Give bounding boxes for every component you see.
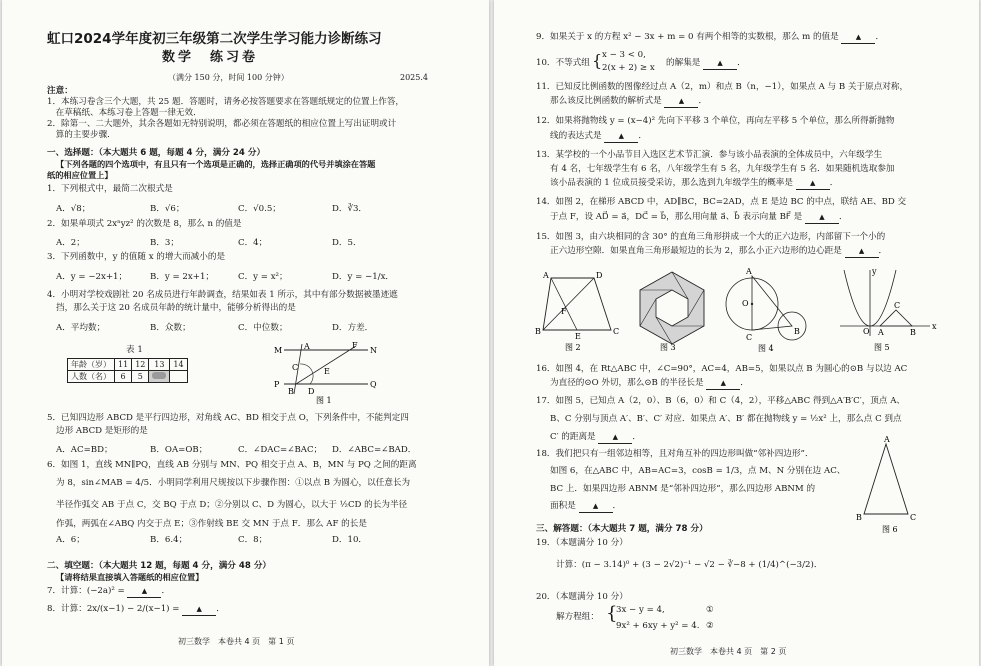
notice-line: 在草稿纸、本练习卷上答题一律无效． xyxy=(47,108,202,118)
question-15-cont: 正六边形空隙．如果直角三角形最短边的长为 2，那么小正六边形的边心距是 ▲ ． xyxy=(550,246,888,256)
q2-option-a[interactable]: A．2； xyxy=(56,238,85,248)
question-5-cont: 边形 ABCD 是矩形的是 xyxy=(56,426,148,436)
answer-blank[interactable]: ▲ xyxy=(805,212,839,224)
label-a: A xyxy=(304,342,310,351)
question-18: 18．我们把只有一组邻边相等，且对角互补的四边形叫做“邻补四边形”． xyxy=(536,449,814,459)
q1-option-b[interactable]: B．√6； xyxy=(150,204,185,214)
page-footer: 初三数学 本卷共 4 页 第 2 页 xyxy=(670,647,787,656)
label-q: Q xyxy=(370,380,377,389)
label-e: E xyxy=(324,367,330,376)
label-n: N xyxy=(370,346,377,355)
question-13-cont: 该小品表演的 1 位成员接受采访，那么选到九年级学生的概率是 ▲ ． xyxy=(550,178,839,188)
answer-blank[interactable]: ▲ xyxy=(598,432,632,444)
ink-blot xyxy=(152,372,166,379)
section-1-note: 【下列各题的四个选项中，有且只有一个选项是正确的，选择正确项的代号并填涂在答题 xyxy=(56,159,376,169)
figure-3-caption: 图 3 xyxy=(660,343,676,352)
question-11: 11．已知反比例函数的图像经过点 A（2，m）和点 B（n，−1），如果点 A 与 B 关于原点对称， xyxy=(536,82,909,92)
question-9-text: 9．如果关于 x 的方程 x² − 3x + m = 0 有两个相等的实数根，那么 m 的值是 xyxy=(536,32,839,42)
exam-meta: （满分 150 分，时间 100 分钟） xyxy=(168,73,289,82)
notice-line: 1．本练习卷含三个大题，共 25 题．答题时，请务必按答题要求在答题纸规定的位置上作答， xyxy=(47,97,405,107)
q3-option-b[interactable]: B．y = 2x+1； xyxy=(150,272,215,282)
question-13-text: 该小品表演的 1 位成员接受采访，那么选到九年级学生的概率是 xyxy=(550,178,793,188)
q6-option-d[interactable]: D．10． xyxy=(332,535,368,545)
q5-option-b[interactable]: B．OA=OB； xyxy=(150,445,208,455)
section-1-title: 一、选择题：（本大题共 6 题，每题 4 分，满分 24 分） xyxy=(47,148,266,158)
svg-text:E: E xyxy=(575,332,581,341)
q6-option-b[interactable]: B．6.4； xyxy=(150,535,188,545)
svg-text:B: B xyxy=(794,327,800,336)
exam-title: 虹口2024学年度初三年级第二次学生学习能力诊断练习 xyxy=(47,31,382,47)
table-cell xyxy=(170,371,187,383)
q3-option-a[interactable]: A．y = −2x+1； xyxy=(56,272,128,282)
page-footer: 初三数学 本卷共 4 页 第 1 页 xyxy=(178,637,295,646)
section-1-note: 纸的相应位置上】 xyxy=(47,170,113,180)
question-6: 6．如图 1，直线 MN∥PQ，直线 AB 分别与 MN、PQ 相交于点 A、B，MN 与 PQ 之间的距离 xyxy=(47,460,417,470)
figure-2 xyxy=(535,270,620,352)
q5-option-c[interactable]: C．∠DAC=∠BAC； xyxy=(238,445,323,455)
svg-text:A: A xyxy=(543,271,549,280)
question-10-prefix: 10．不等式组 xyxy=(536,58,590,68)
figure-6-caption: 图 6 xyxy=(882,525,898,534)
question-12-cont: 线的表达式是 ▲ ． xyxy=(550,131,647,141)
table-cell: 13 xyxy=(149,359,170,371)
q1-option-a[interactable]: A．√8； xyxy=(56,204,91,214)
question-4: 4．小明对学校戏剧社 20 名成员进行年龄调查，结果如表 1 所示，其中有部分数据被墨迹遮 xyxy=(47,290,398,300)
question-11-text: 那么该反比例函数的解析式是 xyxy=(550,96,662,106)
question-11-cont: 那么该反比例函数的解析式是 ▲ ． xyxy=(550,96,708,106)
table-1 xyxy=(67,358,188,383)
svg-text:C: C xyxy=(894,301,901,310)
label-f: F xyxy=(352,341,358,350)
answer-blank[interactable]: ▲ xyxy=(579,501,613,513)
q3-option-c[interactable]: C．y = x²； xyxy=(238,272,288,282)
q4-option-b[interactable]: B．众数； xyxy=(150,323,191,333)
question-18-cont: 面积是 ▲ ． xyxy=(550,501,622,511)
question-8: 8．计算：2x/(x−1) − 2/(x−1) = ▲ ． xyxy=(47,604,225,614)
question-17-cont: B、C 分别与顶点 A′、B′、C′ 对应．如果点 A′、B′ 都在抛物线 y = ½x² 上，那么点 C 到点 xyxy=(550,414,902,424)
question-6-cont: 为 8，sin∠MAB = 4/5．小明同学利用尺规按以下步骤作图：①以点 B 为圆心，以任意长为 xyxy=(56,478,411,488)
q6-option-c[interactable]: C．8； xyxy=(238,535,268,545)
question-18-text: 面积是 xyxy=(550,501,576,511)
question-12-text: 线的表达式是 xyxy=(550,131,602,141)
figure-1-caption: 图 1 xyxy=(316,396,332,405)
figure-1 xyxy=(272,342,392,404)
question-20-prefix: 解方程组： xyxy=(556,612,599,622)
svg-text:x: x xyxy=(932,322,937,331)
question-15: 15．如图 3，由六块相同的含 30° 的直角三角形拼成一个大的正六边形，内部留下一个小的 xyxy=(536,232,886,242)
question-6-cont: 半径作弧交 AB 于点 C，交 BQ 于点 D；②分别以 C、D 为圆心，以大于 ½CD 的长为半径 xyxy=(56,500,408,510)
q20-marker-2: ② xyxy=(706,621,714,631)
answer-blank[interactable]: ▲ xyxy=(604,131,638,143)
svg-text:C: C xyxy=(613,327,620,336)
brace-icon: { xyxy=(592,51,603,70)
answer-blank[interactable]: ▲ xyxy=(664,96,698,108)
table-cell: 11 xyxy=(115,359,132,371)
q3-option-d[interactable]: D．y = −1/x． xyxy=(332,272,395,282)
question-17: 17．如图 5，已知点 A（2，0）、B（6，0）和 C（4，2），平移△ABC 得到△A′B′C′，顶点 A、 xyxy=(536,396,906,406)
question-5: 5．已知四边形 ABCD 是平行四边形，对角线 AC、BD 相交于点 O，下列条件中，不能判定四 xyxy=(47,413,409,423)
svg-text:B: B xyxy=(856,513,862,522)
svg-text:y: y xyxy=(872,267,877,276)
question-19-heading: 19．（本题满分 10 分） xyxy=(536,538,628,548)
figure-4-caption: 图 4 xyxy=(758,344,774,353)
label-b: B xyxy=(288,387,294,396)
table-cell: 5 xyxy=(132,371,149,383)
question-10-suffix: 的解集是 ▲ ． xyxy=(666,58,746,68)
answer-blank[interactable]: ▲ xyxy=(796,178,830,190)
q4-option-c[interactable]: C．中位数； xyxy=(238,323,288,333)
figure-5-caption: 图 5 xyxy=(874,343,890,352)
q2-option-c[interactable]: C．4； xyxy=(238,238,268,248)
table-cell: 14 xyxy=(170,359,187,371)
exam-page-1 xyxy=(2,0,489,666)
question-17-text: C′ 的距离是 xyxy=(550,432,596,442)
svg-text:F: F xyxy=(561,307,567,316)
figure-2-caption: 图 2 xyxy=(565,343,581,352)
q4-option-d[interactable]: D．方差． xyxy=(332,323,374,333)
question-7: 7．计算：(−2a)² = ▲ ． xyxy=(47,586,171,596)
answer-blank[interactable]: ▲ xyxy=(127,586,161,598)
exam-page-2 xyxy=(494,0,979,666)
figure-3 xyxy=(632,270,712,352)
question-16: 16．如图 4，在 Rt△ABC 中，∠C=90°，AC=4，AB=5，如果以点 B 为圆心的⊙B 与以边 AC xyxy=(536,364,908,374)
q20-marker-1: ① xyxy=(706,605,714,615)
svg-text:A: A xyxy=(878,328,884,337)
svg-text:A: A xyxy=(884,435,890,444)
q20-equation-2: 9x² + 6xy + y² = 4. xyxy=(616,621,700,631)
question-12: 12．如果将抛物线 y = (x−4)² 先向下平移 3 个单位，再向左平移 5 个单位，那么所得新抛物 xyxy=(536,116,895,126)
q5-option-d[interactable]: D．∠ABC=∠BAD． xyxy=(332,445,417,455)
svg-text:B: B xyxy=(910,328,916,337)
question-17-cont: C′ 的距离是 ▲ ． xyxy=(550,432,641,442)
brace-icon: { xyxy=(606,603,618,624)
q10-ineq-1: x − 3 < 0, xyxy=(602,50,646,60)
svg-text:B: B xyxy=(535,327,541,336)
q1-option-c[interactable]: C．√0.5； xyxy=(238,204,281,214)
ink-blot-cell xyxy=(149,371,170,383)
svg-text:A: A xyxy=(746,267,752,276)
table-header-cell: 人数（名） xyxy=(68,371,115,383)
q2-option-b[interactable]: B．3； xyxy=(150,238,179,248)
q5-option-a[interactable]: A．AC=BD； xyxy=(56,445,113,455)
svg-text:C: C xyxy=(910,513,917,522)
figure-6 xyxy=(856,436,926,536)
question-13-cont: 有 4 名，七年级学生有 6 名，八年级学生有 5 名，九年级学生有 5 名．如果随机选取参加 xyxy=(550,164,895,174)
question-15-text: 正六边形空隙．如果直角三角形最短边的长为 2，那么小正六边形的边心距是 xyxy=(550,246,842,256)
q20-equation-1: 3x − y = 4, xyxy=(616,605,665,615)
section-2-note: 【请将结果直接填入答题纸的相应位置】 xyxy=(56,572,204,582)
question-1: 1．下列根式中，最简二次根式是 xyxy=(47,184,173,194)
answer-blank[interactable]: ▲ xyxy=(706,378,740,390)
question-6-cont: 作弧，两弧在∠ABQ 内交于点 E；③作射线 BE 交 MN 于点 F．那么 AF 的长是 xyxy=(56,519,367,529)
question-19: 计算：(π − 3.14)⁰ + (3 − 2√2)⁻¹ − √2 − ∛−8 + (1/4)^(−3/2)． xyxy=(556,560,823,570)
notice-line: 算的主要步骤． xyxy=(47,130,116,140)
answer-blank[interactable]: ▲ xyxy=(845,246,879,258)
question-18-cont: 如图 6，在△ABC 中，AB=AC=3，cosB = 1/3，点 M、N 分别在边 AC、 xyxy=(550,466,846,476)
exam-date: 2025.4 xyxy=(400,73,428,82)
figure-5 xyxy=(836,266,936,352)
answer-blank[interactable]: ▲ xyxy=(841,32,875,44)
section-3-title: 三、解答题：（本大题共 7 题，满分 78 分） xyxy=(536,524,708,534)
figure-4 xyxy=(724,268,819,352)
answer-blank[interactable]: ▲ xyxy=(703,58,737,70)
question-3: 3．下列函数中，y 的值随 x 的增大而减小的是 xyxy=(47,252,226,262)
ray-be xyxy=(296,346,356,384)
question-8-text: 8．计算：2x/(x−1) − 2/(x−1) = xyxy=(47,604,180,614)
question-14: 14．如图 2，在梯形 ABCD 中，AD∥BC，BC=2AD，点 E 是边 BC 的中点，联结 AE、BD 交 xyxy=(536,197,907,207)
question-14-text: 于点 F，设 AD⃗ = a⃗，DC⃗ = b⃗，那么用向量 a⃗、b⃗ 表示向量 BF⃗ 是 xyxy=(550,212,803,222)
table-header-cell: 年龄（岁） xyxy=(68,359,115,371)
question-20-heading: 20．（本题满分 10 分） xyxy=(536,592,628,602)
question-4-cont: 挡，那么关于这 20 名成员年龄的统计量中，能够分析得出的是 xyxy=(56,303,296,313)
question-14-cont: 于点 F，设 AD⃗ = a⃗，DC⃗ = b⃗，那么用向量 a⃗、b⃗ 表示向量 BF⃗ 是 ▲ ． xyxy=(550,212,848,222)
table-cell: 6 xyxy=(115,371,132,383)
question-10-text: 的解集是 xyxy=(666,58,701,68)
question-7-text: 7．计算：(−2a)² = xyxy=(47,586,125,596)
exam-subtitle: 数学 练习卷 xyxy=(162,50,259,65)
table-1-caption: 表 1 xyxy=(126,345,143,355)
q1-option-d[interactable]: D．∛3． xyxy=(332,204,368,214)
notice-line: 2．除第一、二大题外，其余各题如无特别说明，都必须在答题纸的相应位置上写出证明或计 xyxy=(47,119,397,129)
svg-text:C: C xyxy=(746,333,753,342)
question-9: 9．如果关于 x 的方程 x² − 3x + m = 0 有两个相等的实数根，那么 m 的值是 ▲ ． xyxy=(536,32,885,42)
q2-option-d[interactable]: D．5． xyxy=(332,238,362,248)
label-p: P xyxy=(274,380,280,389)
label-m: M xyxy=(274,346,283,355)
svg-text:O: O xyxy=(863,327,870,336)
svg-text:O: O xyxy=(742,299,749,308)
question-16-text: 为直径的⊙O 外切，那么⊙B 的半径长是 xyxy=(550,378,704,388)
question-18-cont: BC 上．如果四边形 ABNM 是“邻补四边形”，那么四边形 ABNM 的 xyxy=(550,484,816,494)
question-2: 2．如果单项式 2xⁿyz² 的次数是 8，那么 n 的值是 xyxy=(47,219,242,229)
q10-ineq-2: 2(x + 2) ≥ x xyxy=(602,63,655,73)
answer-blank[interactable]: ▲ xyxy=(182,604,216,616)
notice-heading: 注意： xyxy=(47,86,73,96)
label-c: C xyxy=(292,363,299,372)
q6-option-a[interactable]: A．6； xyxy=(56,535,85,545)
question-13: 13．某学校的一个小品节目入选区艺术节汇演．参与该小品表演的全体成员中，六年级学生 xyxy=(536,150,883,160)
section-2-title: 二、填空题：（本大题共 12 题，每题 4 分，满分 48 分） xyxy=(47,561,272,571)
question-16-cont: 为直径的⊙O 外切，那么⊙B 的半径长是 ▲ ． xyxy=(550,378,749,388)
table-cell: 12 xyxy=(132,359,149,371)
q4-option-a[interactable]: A．平均数； xyxy=(56,323,106,333)
label-d: D xyxy=(308,387,315,396)
svg-text:D: D xyxy=(596,271,603,280)
